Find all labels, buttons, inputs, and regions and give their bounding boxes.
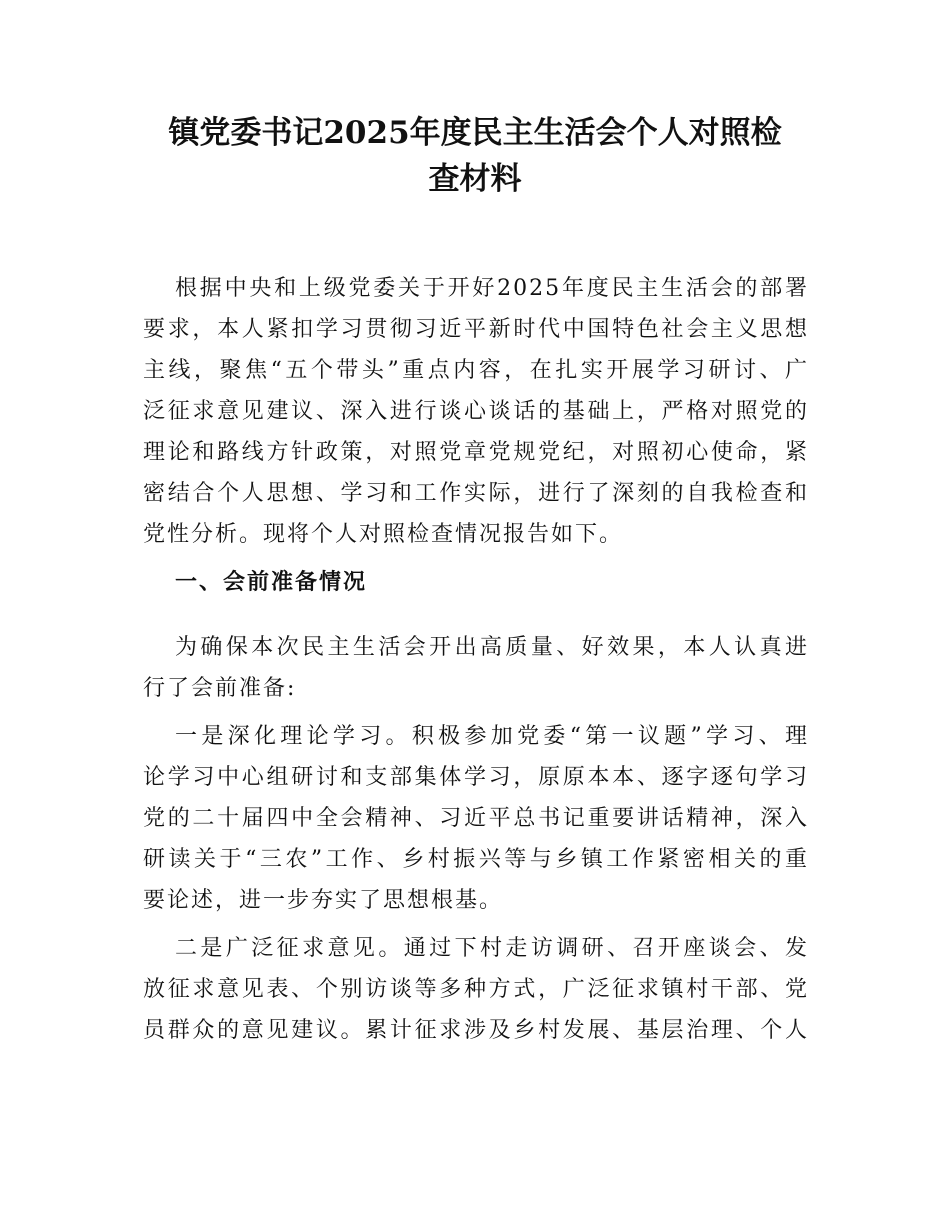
title-line-1: 镇党委书记2025年度民主生活会个人对照检 bbox=[168, 115, 782, 151]
text-line: 密结合个人思想、学习和工作实际，进行了深刻的自我检查和 bbox=[143, 481, 809, 506]
text-line: 员群众的意见建议。累计征求涉及乡村发展、基层治理、个人 bbox=[143, 1018, 809, 1043]
intro-paragraph bbox=[143, 268, 809, 555]
text-line: 论学习中心组研讨和支部集体学习，原原本本、逐字逐句学习 bbox=[143, 765, 809, 790]
text-line: 要求，本人紧扣学习贯彻习近平新时代中国特色社会主义思想 bbox=[143, 317, 809, 342]
text-line: 理论和路线方针政策，对照党章党规党纪，对照初心使命，紧 bbox=[143, 440, 809, 465]
text-line: 研读关于“三农”工作、乡村振兴等与乡镇工作紧密相关的重 bbox=[143, 847, 809, 872]
text-line: 泛征求意见建议、深入进行谈心谈话的基础上，严格对照党的 bbox=[143, 399, 809, 424]
text-line: 为确保本次民主生活会开出高质量、好效果，本人认真进 bbox=[175, 635, 809, 660]
text-line: 一是深化理论学习。积极参加党委“第一议题”学习、理 bbox=[175, 724, 809, 749]
theory-study-paragraph bbox=[143, 716, 809, 921]
title-line-2: 查材料 bbox=[428, 161, 522, 197]
text-line: 行了会前准备: bbox=[143, 676, 297, 701]
text-line: 放征求意见表、个别访谈等多种方式，广泛征求镇村干部、党 bbox=[143, 977, 809, 1002]
opinion-collection-paragraph bbox=[143, 928, 809, 1051]
section-heading: 一、会前准备情况 bbox=[175, 570, 368, 595]
text-line: 党性分析。现将个人对照检查情况报告如下。 bbox=[143, 522, 624, 547]
preparation-paragraph bbox=[143, 627, 809, 709]
document-title bbox=[120, 110, 830, 202]
text-line: 要论述，进一步夯实了思想根基。 bbox=[143, 888, 504, 913]
text-line: 二是广泛征求意见。通过下村走访调研、召开座谈会、发 bbox=[175, 936, 809, 961]
text-line: 党的二十届四中全会精神、习近平总书记重要讲话精神，深入 bbox=[143, 806, 809, 831]
text-line: 主线，聚焦“五个带头”重点内容，在扎实开展学习研讨、广 bbox=[143, 358, 809, 383]
document-body bbox=[143, 268, 809, 1058]
text-line: 根据中央和上级党委关于开好2025年度民主生活会的部署 bbox=[175, 276, 809, 301]
